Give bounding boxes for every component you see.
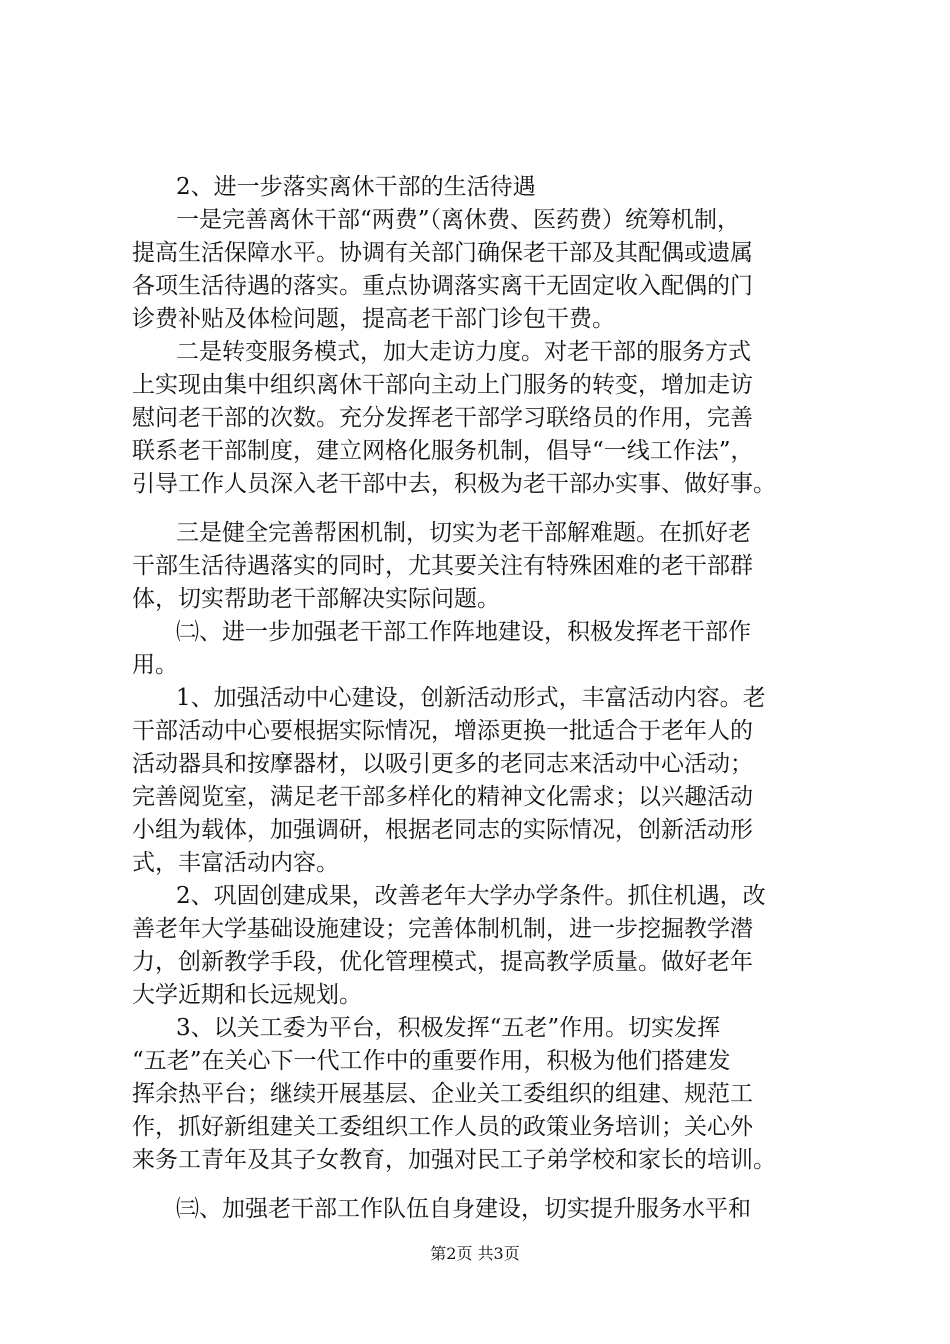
paragraph-line: 体，切实帮助老干部解决实际问题。 bbox=[132, 586, 500, 612]
paragraph-line: 式，丰富活动内容。 bbox=[132, 850, 339, 876]
paragraph-line: 诊费补贴及体检问题，提高老干部门诊包干费。 bbox=[132, 306, 615, 332]
paragraph-line: 引导工作人员深入老干部中去，积极为老干部办实事、做好事。 bbox=[132, 471, 776, 497]
paragraph-line: 挥余热平台；继续开展基层、企业关工委组织的组建、规范工 bbox=[132, 1081, 753, 1107]
section-heading-3: ㈢、加强老干部工作队伍自身建设，切实提升服务水平和 bbox=[176, 1196, 751, 1222]
paragraph-line: 善老年大学基础设施建设；完善体制机制，进一步挖掘教学潜 bbox=[132, 916, 753, 942]
paragraph-line: 提高生活保障水平。协调有关部门确保老干部及其配偶或遗属 bbox=[132, 240, 753, 266]
paragraph-line: 慰问老干部的次数。充分发挥老干部学习联络员的作用，完善 bbox=[132, 405, 753, 431]
paragraph-line: 来务工青年及其子女教育，加强对民工子弟学校和家长的培训。 bbox=[132, 1147, 776, 1173]
paragraph-line: 二是转变服务模式，加大走访力度。对老干部的服务方式 bbox=[176, 339, 751, 365]
paragraph-line: 力，创新教学手段，优化管理模式，提高教学质量。做好老年 bbox=[132, 949, 753, 975]
paragraph-line: 作，抓好新组建关工委组织工作人员的政策业务培训；关心外 bbox=[132, 1114, 753, 1140]
paragraph-line: 完善阅览室，满足老干部多样化的精神文化需求；以兴趣活动 bbox=[132, 784, 753, 810]
paragraph-line: 上实现由集中组织离休干部向主动上门服务的转变，增加走访 bbox=[132, 372, 753, 398]
paragraph-line: 三是健全完善帮困机制，切实为老干部解难题。在抓好老 bbox=[176, 520, 751, 546]
paragraph-line: 大学近期和长远规划。 bbox=[132, 982, 362, 1008]
paragraph-line: 各项生活待遇的落实。重点协调落实离干无固定收入配偶的门 bbox=[132, 273, 753, 299]
paragraph-line: 一是完善离休干部“两费”（离休费、医药费）统筹机制， bbox=[176, 207, 741, 233]
heading-item-2: 2、进一步落实离休干部的生活待遇 bbox=[176, 174, 536, 200]
page-number-footer: 第2页 共3页 bbox=[430, 1244, 520, 1263]
paragraph-line: 2、巩固创建成果，改善老年大学办学条件。抓住机遇，改 bbox=[176, 883, 766, 909]
paragraph-line: 联系老干部制度，建立网格化服务机制，倡导“一线工作法”， bbox=[132, 438, 754, 464]
paragraph-line: 3、以关工委为平台，积极发挥“五老”作用。切实发挥 bbox=[176, 1015, 721, 1041]
paragraph-line: 1、加强活动中心建设，创新活动形式，丰富活动内容。老 bbox=[176, 685, 766, 711]
section-heading-2: ㈡、进一步加强老干部工作阵地建设，积极发挥老干部作 bbox=[176, 619, 751, 645]
paragraph-line: 小组为载体，加强调研，根据老同志的实际情况，创新活动形 bbox=[132, 817, 753, 843]
paragraph-line: “五老”在关心下一代工作中的重要作用，积极为他们搭建发 bbox=[132, 1048, 731, 1074]
paragraph-line: 活动器具和按摩器材，以吸引更多的老同志来活动中心活动； bbox=[132, 751, 753, 777]
section-heading-2-cont: 用。 bbox=[132, 652, 178, 678]
paragraph-line: 干部生活待遇落实的同时，尤其要关注有特殊困难的老干部群 bbox=[132, 553, 753, 579]
paragraph-line: 干部活动中心要根据实际情况，增添更换一批适合于老年人的 bbox=[132, 718, 753, 744]
